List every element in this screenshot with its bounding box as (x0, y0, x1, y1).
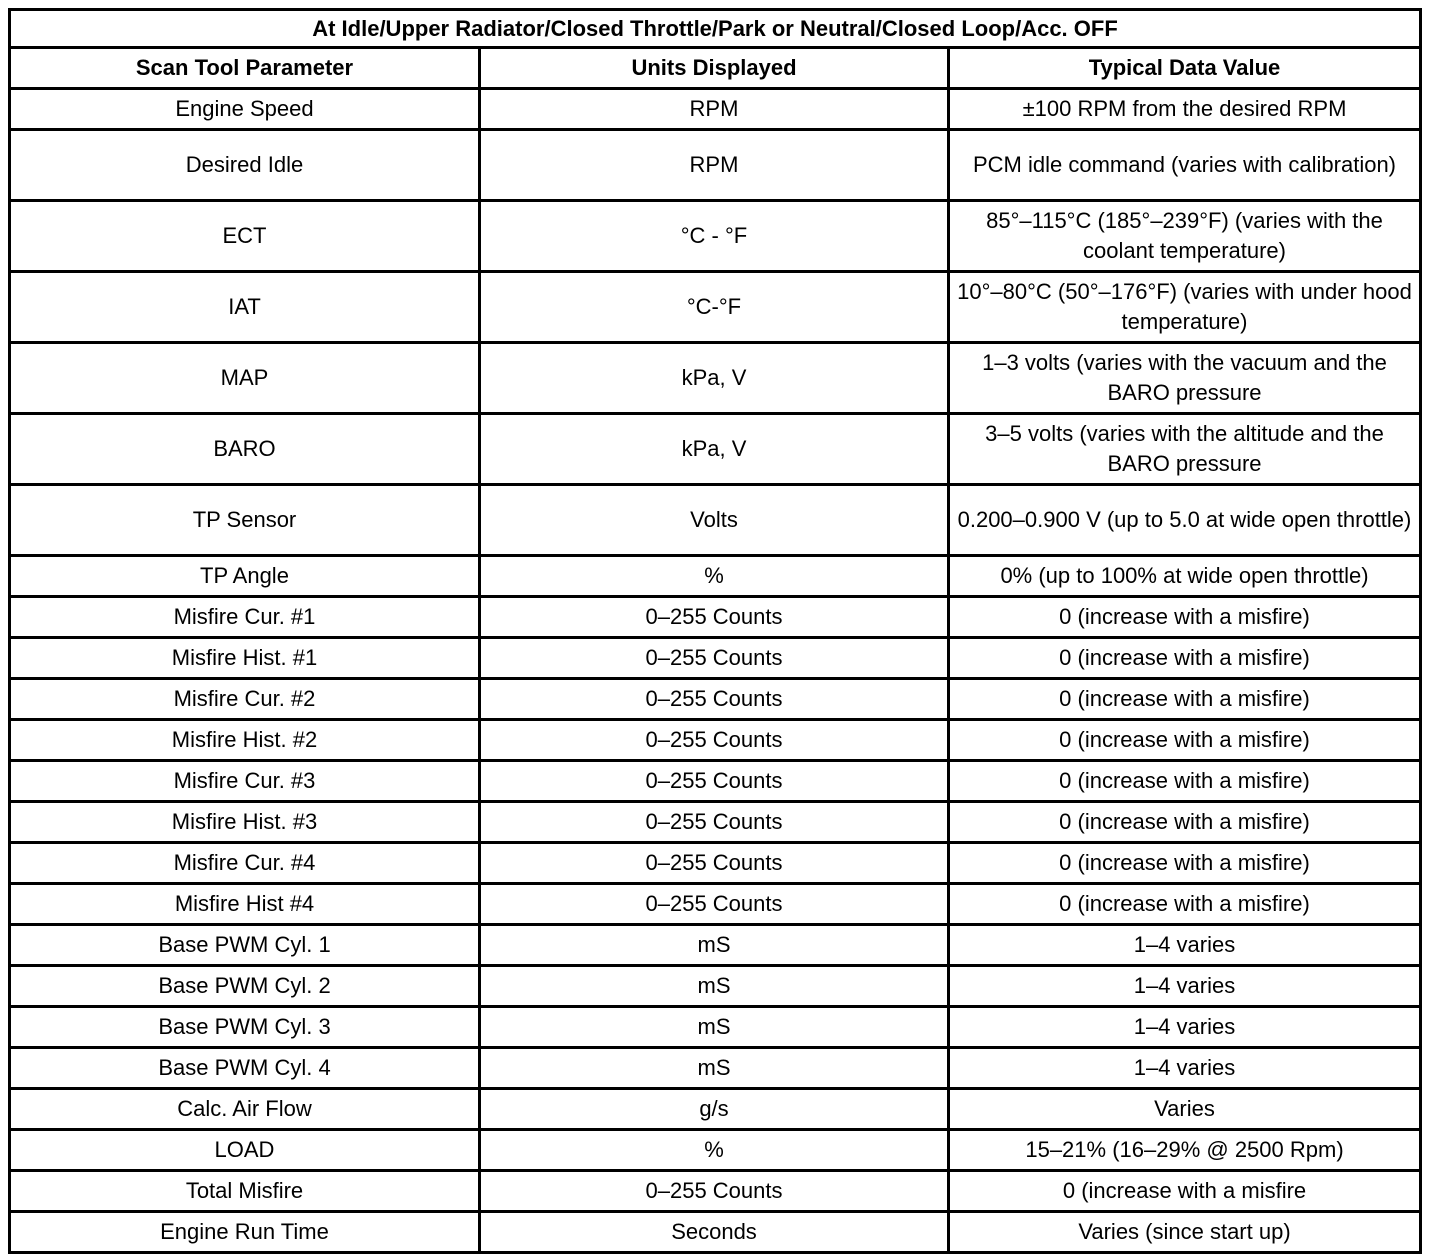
value-cell: 0 (increase with a misfire) (949, 720, 1421, 761)
units-cell: mS (480, 1007, 949, 1048)
value-cell: 0 (increase with a misfire) (949, 802, 1421, 843)
table-row (10, 130, 1421, 201)
parameter-cell: Engine Speed (10, 89, 480, 130)
value-cell: 0 (increase with a misfire) (949, 597, 1421, 638)
table-row (10, 802, 1421, 843)
table-title: At Idle/Upper Radiator/Closed Throttle/Park or Neutral/Closed Loop/Acc. OFF (10, 10, 1421, 48)
units-cell: °C - °F (480, 201, 949, 272)
parameter-cell: Base PWM Cyl. 4 (10, 1048, 480, 1089)
parameter-cell: Misfire Hist. #3 (10, 802, 480, 843)
table-row (10, 925, 1421, 966)
units-cell: kPa, V (480, 414, 949, 485)
value-cell: 0 (increase with a misfire) (949, 638, 1421, 679)
header-typical-value: Typical Data Value (949, 48, 1421, 89)
units-cell: RPM (480, 130, 949, 201)
table-row (10, 597, 1421, 638)
value-cell: PCM idle command (varies with calibration) (949, 130, 1421, 201)
table-row (10, 1130, 1421, 1171)
table-row (10, 1212, 1421, 1253)
parameter-cell: Base PWM Cyl. 2 (10, 966, 480, 1007)
value-cell: 0 (increase with a misfire) (949, 761, 1421, 802)
parameter-cell: Engine Run Time (10, 1212, 480, 1253)
table-row (10, 1089, 1421, 1130)
value-cell: 1–4 varies (949, 925, 1421, 966)
value-cell: 3–5 volts (varies with the altitude and the BARO pressure (949, 414, 1421, 485)
table-row (10, 556, 1421, 597)
units-cell: 0–255 Counts (480, 761, 949, 802)
table-row (10, 884, 1421, 925)
parameter-cell: Misfire Cur. #4 (10, 843, 480, 884)
table-row (10, 272, 1421, 343)
parameter-cell: Misfire Cur. #1 (10, 597, 480, 638)
units-cell: mS (480, 966, 949, 1007)
parameter-cell: Misfire Hist. #2 (10, 720, 480, 761)
header-parameter: Scan Tool Parameter (10, 48, 480, 89)
value-cell: 0 (increase with a misfire) (949, 679, 1421, 720)
units-cell: RPM (480, 89, 949, 130)
units-cell: 0–255 Counts (480, 843, 949, 884)
units-cell: °C-°F (480, 272, 949, 343)
scan-tool-data-table (8, 8, 1422, 1254)
parameter-cell: Total Misfire (10, 1171, 480, 1212)
units-cell: mS (480, 925, 949, 966)
value-cell: 1–4 varies (949, 1048, 1421, 1089)
units-cell: 0–255 Counts (480, 638, 949, 679)
table-header-row (10, 48, 1421, 89)
value-cell: 1–4 varies (949, 966, 1421, 1007)
table-row (10, 485, 1421, 556)
value-cell: 10°–80°C (50°–176°F) (varies with under hood temperature) (949, 272, 1421, 343)
parameter-cell: Misfire Hist #4 (10, 884, 480, 925)
units-cell: 0–255 Counts (480, 802, 949, 843)
value-cell: Varies (949, 1089, 1421, 1130)
units-cell: 0–255 Counts (480, 679, 949, 720)
value-cell: 0 (increase with a misfire (949, 1171, 1421, 1212)
value-cell: 0% (up to 100% at wide open throttle) (949, 556, 1421, 597)
parameter-cell: Base PWM Cyl. 3 (10, 1007, 480, 1048)
table-row (10, 343, 1421, 414)
table-row (10, 720, 1421, 761)
units-cell: % (480, 556, 949, 597)
parameter-cell: TP Sensor (10, 485, 480, 556)
parameter-cell: TP Angle (10, 556, 480, 597)
table-row (10, 1007, 1421, 1048)
units-cell: mS (480, 1048, 949, 1089)
units-cell: kPa, V (480, 343, 949, 414)
table-row (10, 679, 1421, 720)
parameter-cell: Desired Idle (10, 130, 480, 201)
parameter-cell: Misfire Cur. #2 (10, 679, 480, 720)
scan-data-sheet (8, 8, 1419, 1254)
table-row (10, 1048, 1421, 1089)
units-cell: g/s (480, 1089, 949, 1130)
units-cell: Seconds (480, 1212, 949, 1253)
parameter-cell: Misfire Hist. #1 (10, 638, 480, 679)
table-title-row (10, 10, 1421, 48)
units-cell: 0–255 Counts (480, 1171, 949, 1212)
value-cell: 15–21% (16–29% @ 2500 Rpm) (949, 1130, 1421, 1171)
value-cell: 1–3 volts (varies with the vacuum and the BARO pressure (949, 343, 1421, 414)
parameter-cell: Calc. Air Flow (10, 1089, 480, 1130)
units-cell: 0–255 Counts (480, 884, 949, 925)
table-row (10, 89, 1421, 130)
units-cell: Volts (480, 485, 949, 556)
header-units: Units Displayed (480, 48, 949, 89)
units-cell: % (480, 1130, 949, 1171)
value-cell: ±100 RPM from the desired RPM (949, 89, 1421, 130)
table-row (10, 966, 1421, 1007)
units-cell: 0–255 Counts (480, 720, 949, 761)
parameter-cell: ECT (10, 201, 480, 272)
table-row (10, 638, 1421, 679)
parameter-cell: BARO (10, 414, 480, 485)
parameter-cell: LOAD (10, 1130, 480, 1171)
parameter-cell: Base PWM Cyl. 1 (10, 925, 480, 966)
value-cell: 85°–115°C (185°–239°F) (varies with the coolant temperature) (949, 201, 1421, 272)
units-cell: 0–255 Counts (480, 597, 949, 638)
value-cell: 0 (increase with a misfire) (949, 843, 1421, 884)
value-cell: 0.200–0.900 V (up to 5.0 at wide open throttle) (949, 485, 1421, 556)
table-row (10, 1171, 1421, 1212)
table-row (10, 201, 1421, 272)
parameter-cell: MAP (10, 343, 480, 414)
table-row (10, 761, 1421, 802)
value-cell: 1–4 varies (949, 1007, 1421, 1048)
parameter-cell: Misfire Cur. #3 (10, 761, 480, 802)
parameter-cell: IAT (10, 272, 480, 343)
value-cell: Varies (since start up) (949, 1212, 1421, 1253)
table-row (10, 843, 1421, 884)
table-row (10, 414, 1421, 485)
value-cell: 0 (increase with a misfire) (949, 884, 1421, 925)
